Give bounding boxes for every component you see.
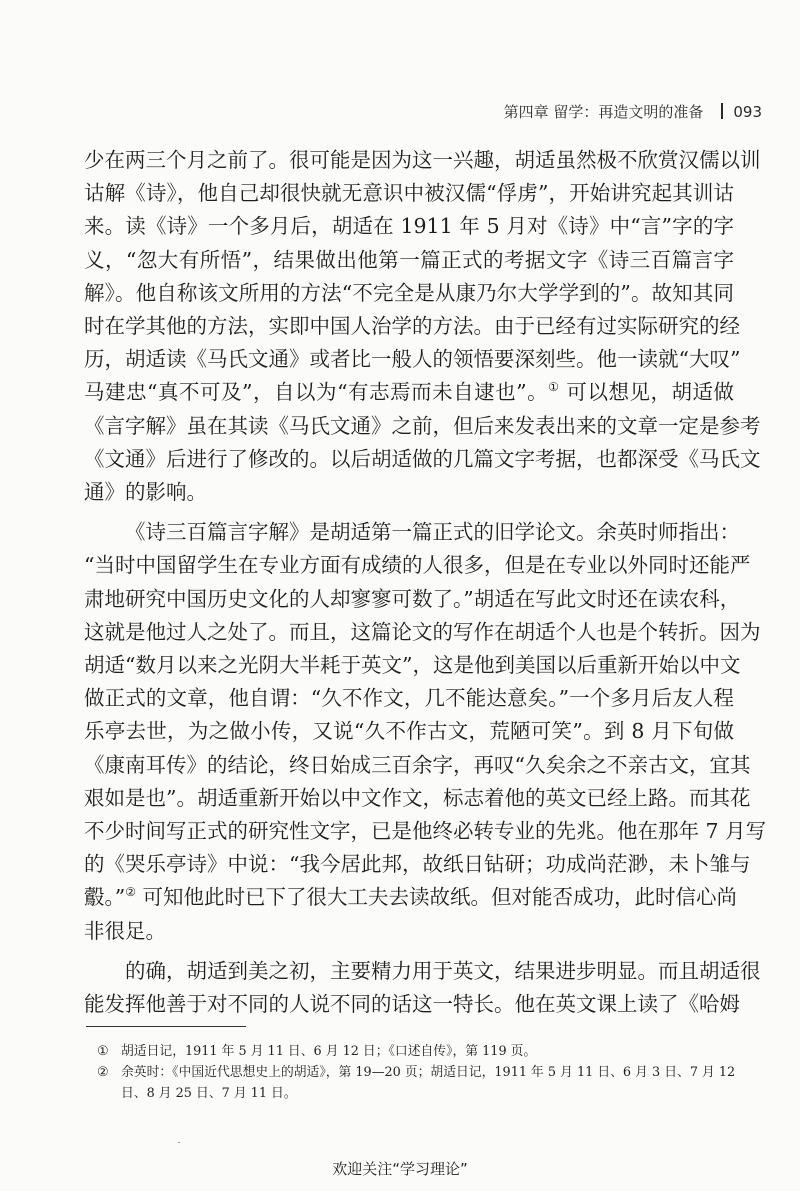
text-line: 的《哭乐亭诗》中说：“我今居此邦，故纸日钻研；功成尚茫渺，未卜雏与 xyxy=(84,852,751,877)
text-segment: 可知他此时已下了很大工夫去读故纸。但对能否成功，此时信心尚 xyxy=(136,885,738,910)
footnote-ref-1[interactable]: ① xyxy=(548,380,560,395)
text-line: 《康南耳传》的结论，终日始成三百余字，再叹“久矣余之不亲古文，宜其 xyxy=(84,752,751,777)
text-line: 艰如是也”。胡适重新开始以中文作文，标志着他的英文已经上路。而其花 xyxy=(84,785,751,810)
text-segment: 可以想见，胡适做 xyxy=(559,380,734,405)
footnote-ref-2[interactable]: ② xyxy=(125,885,136,900)
footnote-number: ② xyxy=(97,1065,109,1080)
paragraph-2 xyxy=(84,516,767,948)
text-line: 能发挥他善于对不同的人说不同的话这一特长。他在英文课上读了《哈姆 xyxy=(84,992,740,1017)
text-line: 非很足。 xyxy=(84,918,166,943)
text-line: 这就是他过人之处了。而且，这篇论文的写作在胡适个人也是个转折。因为 xyxy=(84,619,761,644)
text-line: 义，“忽大有所悟”，结果做出他第一篇正式的考据文字《诗三百篇言字 xyxy=(84,247,734,272)
text-line: 做正式的文章，他自谓：“久不作文，几不能达意矣。”一个多月后友人程 xyxy=(84,686,734,711)
footnote-1 xyxy=(97,1041,737,1062)
text-line: 诂解《诗》，他自己却很快就无意识中被汉儒“俘虏”，开始讲究起其训诂 xyxy=(84,181,734,206)
text-line: 少在两三个月之前了。很可能是因为这一兴趣，胡适虽然极不欣赏汉儒以训 xyxy=(84,148,761,172)
text-line: 解》。他自称该文所用的方法“不完全是从康乃尔大学学到的”。故知其同 xyxy=(84,280,734,305)
text-segment: 马建忠“真不可及”，自以为“有志焉而未自逮也”。 xyxy=(84,380,549,405)
running-header xyxy=(504,101,762,122)
paragraph-1 xyxy=(84,144,761,509)
text-line: 乐亭去世，为之做小传，又说“久不作古文，荒陋可笑”。到 8 月下旬做 xyxy=(84,719,734,744)
text-line: 时在学其他的方法，实即中国人治学的方法。由于已经有过实际研究的经 xyxy=(84,314,740,339)
text-line: 《诗三百篇言字解》是胡适第一篇正式的旧学论文。余英时师指出： xyxy=(125,520,740,545)
text-line: 《言字解》虽在其读《马氏文通》之前，但后来发表出来的文章一定是参考 xyxy=(84,413,761,438)
page-footer: 欢迎关注“学习理论” xyxy=(332,1160,468,1178)
text-line: 肃地研究中国历史文化的人却寥寥可数了。”胡适在写此文时还在读农科， xyxy=(84,586,741,611)
text-line: 的确，胡适到美之初，主要精力用于英文，结果进步明显。而且胡适很 xyxy=(125,958,761,983)
footnote-text: 胡适日记，1911 年 5 月 11 日、6 月 12 日；《口述自传》，第 119 页。 xyxy=(121,1044,537,1059)
footnote-divider xyxy=(86,1026,246,1027)
footnotes xyxy=(97,1041,737,1104)
paragraph-3 xyxy=(84,955,761,1021)
text-line: 来。读《诗》一个多月后，胡适在 1911 年 5 月对《诗》中“言”字的字 xyxy=(84,214,734,239)
page-number: 093 xyxy=(733,103,762,121)
text-line-with-note xyxy=(84,376,734,409)
text-line: “当时中国留学生在专业方面有成绩的人很多，但是在专业以外同时还能严 xyxy=(84,553,751,578)
main-text xyxy=(84,144,767,1021)
text-line: 历，胡适读《马氏文通》或者比一般人的领悟要深刻些。他一读就“大叹” xyxy=(84,347,741,372)
header-divider xyxy=(721,103,723,119)
text-line: 《文通》后进行了修改的。以后胡适做的几篇文字考据，也都深受《马氏文 xyxy=(84,446,761,471)
text-line: 不少时间写正式的研究性文字，已是他终必转专业的先兆。他在那年 7 月写 xyxy=(84,819,767,844)
footnote-number: ① xyxy=(97,1044,109,1059)
text-line: 通》的影响。 xyxy=(84,480,207,505)
text-line: 胡适“数月以来之光阴大半耗于英文”，这是他到美国以后重新开始以中文 xyxy=(84,653,741,678)
footnote-2 xyxy=(97,1062,737,1104)
text-line-with-note xyxy=(84,881,738,914)
scan-speck xyxy=(178,1142,180,1143)
chapter-title: 第四章 留学：再造文明的准备 xyxy=(503,103,704,121)
text-segment: 鷇。” xyxy=(84,885,126,910)
footnote-text: 余英时：《中国近代思想史上的胡适》，第 19—20 页；胡适日记，1911 年 5 月 11 日、6 月 3 日、7 月 12 日、8 月 25 日、7 月 11 日。 xyxy=(121,1065,736,1101)
